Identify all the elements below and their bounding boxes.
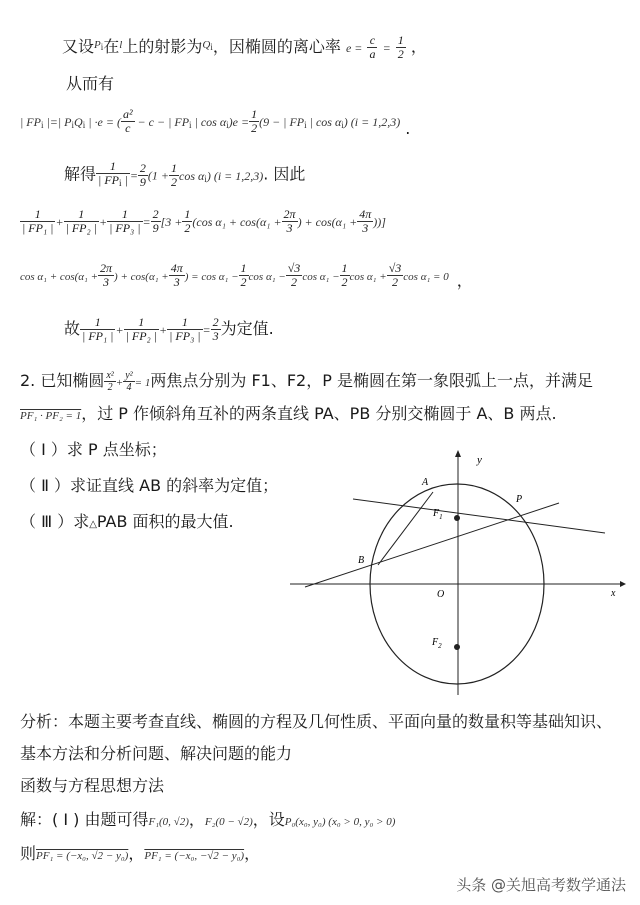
- math-pi: Pi: [94, 39, 104, 52]
- x-axis-arrow: [620, 581, 626, 587]
- text: 又设: [62, 37, 95, 56]
- equation-solve: 解得 $\frac{1}{| FP_i |}$ = $\frac{2}{9}$ (1 + $\frac{1}{2}$ $\cos \alpha_i$) (i = 1,2,3). 因此: [64, 159, 306, 189]
- frac: $\frac{√3}{2}$: [388, 261, 402, 289]
- frac-2-3: $\frac{2}{3}$: [212, 315, 219, 343]
- analysis-line1: 分析：本题主要考查直线、椭圆的方程及几何性质、平面向量的数量积等基础知识、: [20, 712, 613, 731]
- ellipse-figure: [285, 445, 630, 700]
- line-pb: [305, 503, 559, 587]
- math-eq: =: [382, 41, 391, 55]
- frac: $\frac{√3}{2}$: [287, 261, 301, 289]
- analysis-line2: 基本方法和分析问题、解决问题的能力: [20, 744, 293, 763]
- frac-1-fp1: $\frac{1}{\text{| FP₁ |}}$: [22, 207, 54, 235]
- frac-2-9: $\frac{2}{9}$: [152, 207, 159, 235]
- text: ，因椭圆的离心率: [212, 37, 341, 56]
- question-1: （ Ⅰ ）求 P 点坐标；: [20, 440, 167, 459]
- frac-x2-2: $\frac{\text{x²}}{2}$: [106, 370, 114, 393]
- math-l: l: [119, 39, 123, 51]
- frac: $\frac{1}{2}$: [341, 261, 348, 289]
- text: 上的射影为: [122, 37, 203, 56]
- frac: $\frac{4\pi}{3}$: [170, 261, 183, 289]
- y-axis-arrow: [455, 450, 461, 457]
- x-label: x: [611, 588, 616, 599]
- analysis-line3: 函数与方程思想方法: [20, 776, 165, 795]
- math-p0: P₀(x₀, y₀) (x₀ > 0, y₀ > 0): [284, 816, 396, 828]
- frac-2-9: $\frac{2}{9}$: [139, 160, 146, 189]
- line-pa: [353, 499, 605, 533]
- frac-c-over-a: $\frac{c}{a}$: [369, 33, 376, 61]
- math-f2: F₂(0 − √2): [204, 816, 253, 828]
- equation-cos-sum: cos α₁ + cos(α₁ + $\frac{2\pi}{3}$ ) + cos(α₁ + $\frac{4\pi}{3}$ ) = cos α₁ − $\frac{1}{2}$ cos α₁ − $\frac{√3}{2}$ cos α₁ − $\frac{1}{2}$ cos α₁ + $\frac{√3}{2}$ cos α₁ = 0 ，: [20, 261, 473, 290]
- text: ，: [410, 37, 427, 56]
- frac-a2-over-c: $\frac{\text{a²}}{c}$: [122, 107, 133, 135]
- solution-line2: 则PF₁ = (−x₀, √2 − y₀)，PF₁ = (−x₀, −√2 − y₀)，: [20, 844, 261, 863]
- focus-f2: [454, 644, 460, 650]
- point-p-label: P: [516, 494, 523, 505]
- equation-fp-distance: | $FP_i$ |=| $P_iQ_i$ | ·e = ( $\frac{\text{a²}}{c}$ − c − | $FP_i$ | $\cos \alpha_i)e$ = $\frac{1}{2}$ (9 − | $FP_i$ | $\cos \alpha_i$) (i = 1,2,3) .: [20, 107, 411, 138]
- frac-half: $\frac{1}{2}$: [397, 33, 404, 61]
- frac-half: $\frac{1}{2}$: [171, 160, 178, 189]
- frac-1-fp1: $\frac{1}{\text{| FP₁ |}}$: [82, 315, 114, 343]
- question-3: （ Ⅲ ）求△PAB 面积的最大值.: [20, 512, 234, 531]
- frac-1-over-fpi: $\frac{1}{| FP_i |}$: [98, 159, 128, 188]
- frac: $\frac{1}{2}$: [240, 261, 247, 289]
- f1-label: $F_1$: [433, 508, 443, 521]
- math-e: e =: [345, 41, 363, 55]
- sentence-projection: [62, 34, 427, 61]
- frac: $\frac{2\pi}{3}$: [100, 261, 113, 289]
- frac-1-fp3: $\frac{1}{\text{| FP₃ |}}$: [169, 315, 201, 343]
- frac-half: $\frac{1}{2}$: [251, 107, 258, 135]
- conclusion-constant: 故 $\frac{1}{\text{| FP₁ |}}$ + $\frac{1}{\text{| FP₂ |}}$ + $\frac{1}{\text{| FP₃ |}}$ = $\frac{2}{3}$ 为定值.: [64, 315, 274, 343]
- point-b-label: B: [358, 555, 365, 566]
- problem-2-statement: 2. 已知椭圆 $\frac{\text{x²}}{2}$ + $\frac{\text{y²}}{4}$ = 1两焦点分别为 F1、F2，P 是椭圆在第一象限弧上一点，并满足: [20, 370, 593, 393]
- f2-label: $F_2$: [432, 637, 442, 650]
- focus-f1: [454, 515, 460, 521]
- frac-1-fp3: $\frac{1}{\text{| FP₃ |}}$: [109, 207, 141, 235]
- problem-2-line2: PF₁ · PF₂ = 1，过 P 作倾斜角互补的两条直线 PA、PB 分别交椭圆于 A、B 两点.: [20, 404, 557, 423]
- question-2: （ Ⅱ ）求证直线 AB 的斜率为定值；: [20, 476, 279, 495]
- frac-1-fp2: $\frac{1}{\text{| FP₂ |}}$: [125, 315, 157, 343]
- math-vector-pf1: PF₁ = (−x₀, √2 − y₀): [36, 850, 129, 862]
- frac-2pi-3: $\frac{2\pi}{3}$: [283, 207, 296, 235]
- origin-label: O: [437, 589, 445, 600]
- equation-sum: $\frac{1}{\text{| FP₁ |}}$ + $\frac{1}{\text{| FP₂ |}}$ + $\frac{1}{\text{| FP₃ |}}$ = $\frac{2}{9}$ [3 + $\frac{1}{2}$ (cos α₁ + cos(α₁ + $\frac{2\pi}{3}$ ) + cos(α₁ + $\frac{4\pi}{3}$ ))]: [22, 207, 386, 235]
- sentence-thus: 从而有: [66, 74, 115, 93]
- math-vector-pf2: PF₁ = (−x₀, −√2 − y₀): [144, 850, 245, 862]
- math-qi: Qi: [202, 39, 213, 52]
- y-label: y: [477, 454, 482, 466]
- frac-1-fp2: $\frac{1}{\text{| FP₂ |}}$: [65, 207, 97, 235]
- frac-half: $\frac{1}{2}$: [184, 207, 191, 235]
- text: 在: [103, 37, 120, 56]
- solution-line1: 解：( Ⅰ ) 由题可得F₁(0, √2)，F₂(0 − √2)，设P₀(x₀, y₀) (x₀ > 0, y₀ > 0): [20, 810, 396, 829]
- frac-4pi-3: $\frac{4\pi}{3}$: [359, 207, 372, 235]
- watermark: 头条 @关旭高考数学通法: [456, 876, 626, 894]
- math-f1: F₁(0, √2): [148, 816, 189, 828]
- point-a-label: A: [422, 477, 429, 488]
- vector-dot-product: PF₁ · PF₂ = 1: [20, 410, 82, 422]
- frac-y2-4: $\frac{\text{y²}}{4}$: [125, 370, 133, 393]
